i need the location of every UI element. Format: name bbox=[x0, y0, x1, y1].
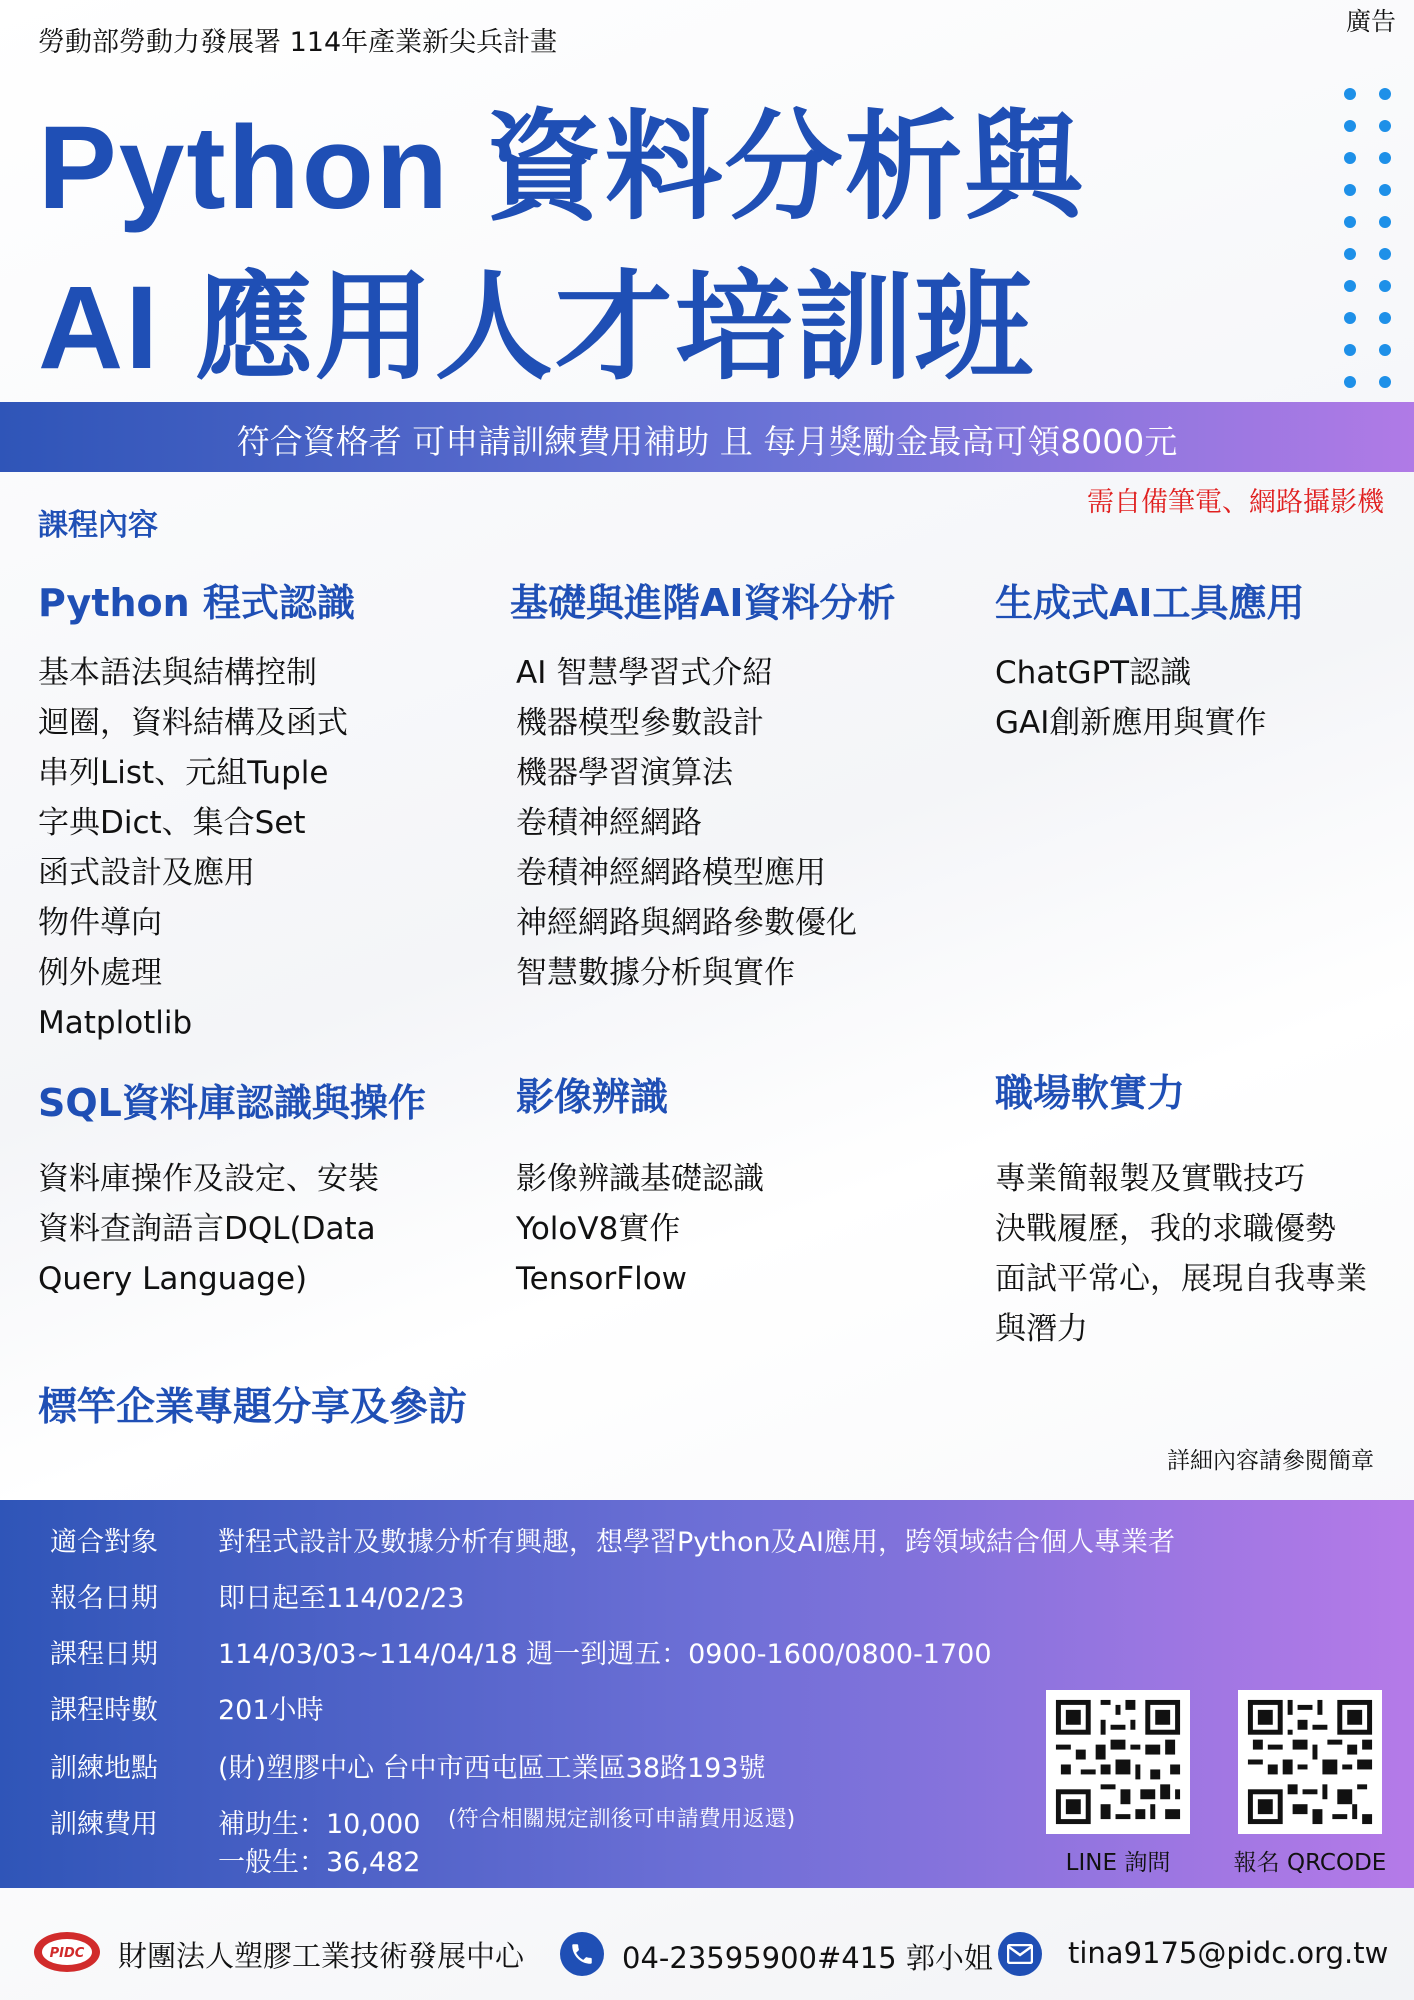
section-list-genai bbox=[995, 648, 1266, 748]
contact-email[interactable]: tina9175@pidc.org.tw bbox=[1068, 1936, 1389, 1970]
list-item: 與潛力 bbox=[995, 1311, 1088, 1347]
program-label: 勞動部勞動力發展署 114年產業新尖兵計畫 bbox=[38, 27, 558, 58]
section-list-python bbox=[38, 648, 348, 1048]
fee-note: (符合相關規定訓後可申請費用返還) bbox=[448, 1807, 796, 1832]
signup-qr-code[interactable] bbox=[1238, 1690, 1382, 1834]
list-item: 機器模型參數設計 bbox=[516, 705, 764, 741]
list-item: 面試平常心，展現自我專業 bbox=[995, 1261, 1367, 1297]
location-value: (財)塑膠中心 台中市西屯區工業區38路193號 bbox=[218, 1753, 766, 1784]
pidc-logo-icon bbox=[32, 1928, 102, 1976]
section-title-genai: 生成式AI工具應用 bbox=[995, 581, 1305, 625]
fee-label: 訓練費用 bbox=[50, 1809, 158, 1840]
section-list-image-recognition bbox=[516, 1154, 764, 1304]
line-qr-code[interactable] bbox=[1046, 1690, 1190, 1834]
target-label: 適合對象 bbox=[50, 1527, 158, 1558]
org-name: 財團法人塑膠工業技術發展中心 bbox=[118, 1939, 525, 1973]
list-item: 基本語法與結構控制 bbox=[38, 655, 317, 691]
phone-icon bbox=[560, 1932, 604, 1976]
pidc-logo bbox=[32, 1928, 102, 1980]
list-item: 機器學習演算法 bbox=[516, 755, 733, 791]
hours-value: 201小時 bbox=[218, 1695, 324, 1726]
equipment-note: 需自備筆電、網路攝影機 bbox=[1087, 487, 1384, 518]
course-label: 課程內容 bbox=[38, 508, 158, 543]
fee-general: 一般生：36,482 bbox=[218, 1847, 421, 1878]
list-item: 例外處理 bbox=[38, 955, 162, 991]
decorative-dots bbox=[1344, 88, 1394, 388]
qr-code-icon bbox=[1238, 1690, 1382, 1834]
hours-label: 課程時數 bbox=[50, 1695, 158, 1726]
section-list-soft-skills bbox=[995, 1154, 1367, 1354]
signup-value: 即日起至114/02/23 bbox=[218, 1583, 465, 1614]
dates-label: 課程日期 bbox=[50, 1639, 158, 1670]
list-item: 資料查詢語言DQL(Data bbox=[38, 1211, 376, 1247]
target-value: 對程式設計及數據分析有興趣，想學習Python及AI應用，跨領域結合個人專業者 bbox=[218, 1527, 1176, 1558]
section-title-soft-skills: 職場軟實力 bbox=[995, 1071, 1186, 1115]
special-section-title: 標竿企業專題分享及參訪 bbox=[38, 1385, 468, 1430]
section-list-sql bbox=[38, 1154, 379, 1304]
list-item: 卷積神經網路 bbox=[516, 805, 702, 841]
email-icon bbox=[998, 1932, 1042, 1976]
page-title-line1: Python 資料分析與 bbox=[38, 102, 1085, 234]
list-item: 迴圈，資料結構及函式 bbox=[38, 705, 348, 741]
contact-phone[interactable]: 04-23595900#415 郭小姐 bbox=[622, 1941, 993, 1975]
signup-qr-caption: 報名 QRCODE bbox=[1233, 1850, 1387, 1876]
section-title-image-recognition: 影像辨識 bbox=[516, 1075, 669, 1119]
fee-subsidy: 補助生：10,000 bbox=[218, 1809, 421, 1840]
section-list-ai-analysis bbox=[516, 648, 857, 998]
list-item: 字典Dict、集合Set bbox=[38, 805, 306, 841]
detail-note: 詳細內容請參閱簡章 bbox=[1167, 1448, 1374, 1474]
list-item: AI 智慧學習式介紹 bbox=[516, 655, 774, 691]
list-item: 函式設計及應用 bbox=[38, 855, 255, 891]
list-item: 智慧數據分析與實作 bbox=[516, 955, 795, 991]
list-item: YoloV8實作 bbox=[516, 1211, 681, 1247]
list-item: TensorFlow bbox=[516, 1261, 688, 1297]
section-title-ai-analysis: 基礎與進階AI資料分析 bbox=[510, 581, 896, 625]
subsidy-banner-text: 符合資格者 可申請訓練費用補助 且 每月獎勵金最高可領8000元 bbox=[236, 422, 1178, 461]
dates-value: 114/03/03~114/04/18 週一到週五：0900-1600/0800-1700 bbox=[218, 1639, 992, 1670]
list-item: 決戰履歷，我的求職優勢 bbox=[995, 1211, 1336, 1247]
list-item: 專業簡報製及實戰技巧 bbox=[995, 1161, 1305, 1197]
list-item: Query Language) bbox=[38, 1261, 308, 1297]
line-qr-caption: LINE 詢問 bbox=[1065, 1850, 1171, 1876]
qr-code-icon bbox=[1046, 1690, 1190, 1834]
list-item: 卷積神經網路模型應用 bbox=[516, 855, 826, 891]
subsidy-banner bbox=[0, 402, 1414, 472]
ad-label: 廣告 bbox=[1345, 7, 1396, 36]
section-title-sql: SQL資料庫認識與操作 bbox=[38, 1081, 426, 1125]
list-item: 神經網路與網路參數優化 bbox=[516, 905, 857, 941]
list-item: Matplotlib bbox=[38, 1005, 193, 1041]
location-label: 訓練地點 bbox=[50, 1753, 158, 1784]
list-item: 串列List、元組Tuple bbox=[38, 755, 329, 791]
page-title-line2: AI 應用人才培訓班 bbox=[38, 262, 1035, 394]
list-item: 物件導向 bbox=[38, 905, 162, 941]
list-item: GAI創新應用與實作 bbox=[995, 705, 1267, 741]
info-panel bbox=[0, 1500, 1414, 1888]
pidc-logo-text: PIDC bbox=[49, 1946, 85, 1961]
list-item: ChatGPT認識 bbox=[995, 655, 1192, 691]
list-item: 資料庫操作及設定、安裝 bbox=[38, 1161, 379, 1197]
section-title-python: Python 程式認識 bbox=[38, 581, 355, 625]
signup-label: 報名日期 bbox=[50, 1583, 158, 1614]
list-item: 影像辨識基礎認識 bbox=[516, 1161, 764, 1197]
